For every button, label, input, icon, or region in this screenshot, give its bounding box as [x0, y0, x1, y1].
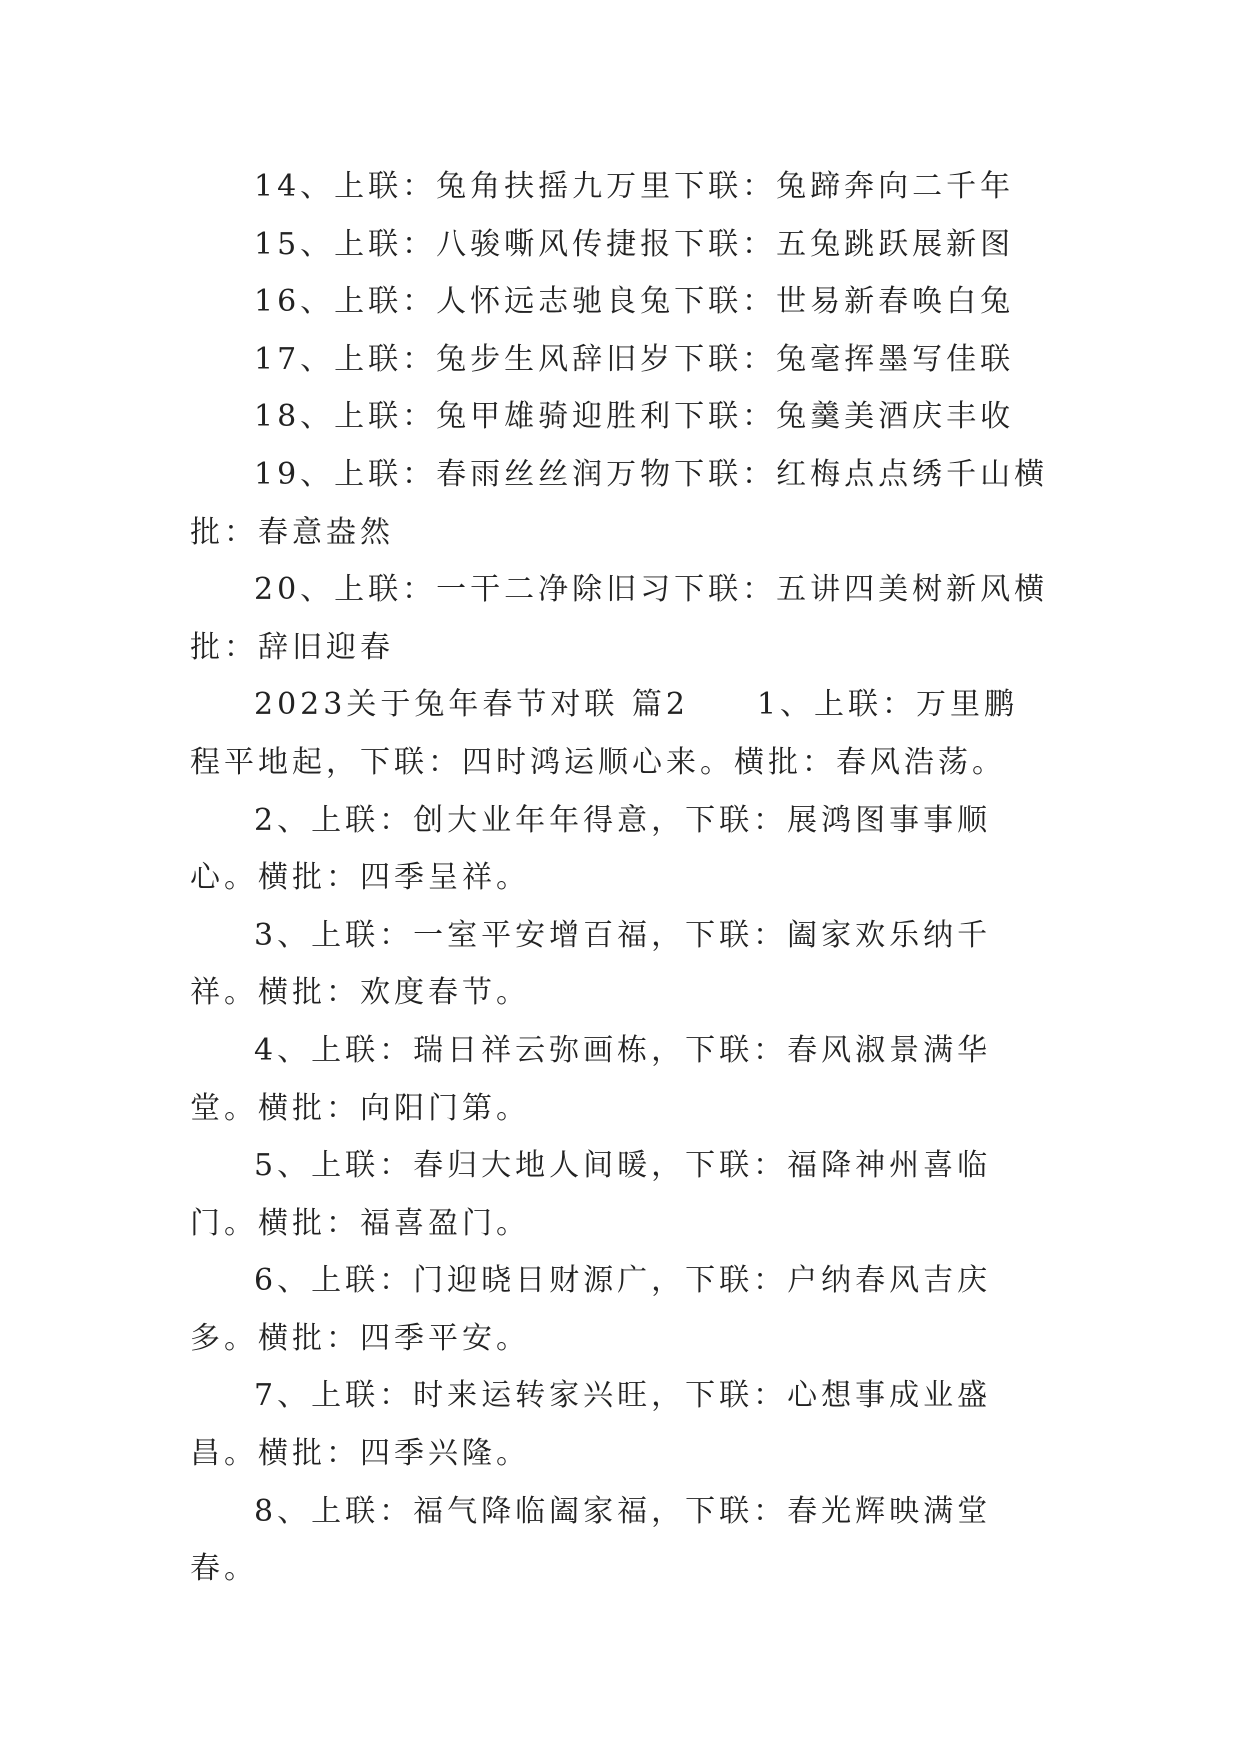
paragraph-couplet-8: 8、上联：福气降临阖家福，下联：春光辉映满堂春。 [190, 1493, 992, 1587]
document-body [190, 158, 1050, 1598]
paragraph-couplet-6: 6、上联：门迎晓日财源广，下联：户纳春风吉庆多。横批：四季平安。 [190, 1263, 992, 1356]
paragraph-couplet-5: 5、上联：春归大地人间暖，下联：福降神州喜临门。横批：福喜盈门。 [190, 1148, 992, 1241]
paragraph-couplet-2: 2、上联：创大业年年得意，下联：展鸿图事事顺心。横批：四季呈祥。 [190, 802, 992, 896]
paragraph-couplet-18: 18、上联：兔甲雄骑迎胜利下联：兔羹美酒庆丰收 [254, 399, 1015, 435]
paragraph-couplet-16: 16、上联：人怀远志驰良兔下联：世易新春唤白兔 [254, 284, 1015, 320]
paragraph-couplet-19: 19、上联：春雨丝丝润万物下联：红梅点点绣千山横批：春意盎然 [190, 456, 1049, 550]
paragraph-couplet-4: 4、上联：瑞日祥云弥画栋，下联：春风淑景满华堂。横批：向阳门第。 [190, 1032, 992, 1126]
paragraph-couplet-17: 17、上联：兔步生风辞旧岁下联：兔毫挥墨写佳联 [254, 341, 1015, 377]
paragraph-couplet-7: 7、上联：时来运转家兴旺，下联：心想事成业盛昌。横批：四季兴隆。 [190, 1378, 992, 1472]
paragraph-couplet-3: 3、上联：一室平安增百福，下联：阖家欢乐纳千祥。横批：欢度春节。 [190, 917, 992, 1011]
paragraph-section-2-start: 2023关于兔年春节对联 篇2 1、上联：万里鹏程平地起，下联：四时鸿运顺心来。横批：春风浩荡。 [190, 687, 1019, 780]
paragraph-couplet-15: 15、上联：八骏嘶风传捷报下联：五兔跳跃展新图 [254, 226, 1015, 262]
paragraph-couplet-20: 20、上联：一干二净除旧习下联：五讲四美树新风横批：辞旧迎春 [190, 572, 1049, 665]
paragraph-couplet-14: 14、上联：兔角扶摇九万里下联：兔蹄奔向二千年 [254, 169, 1015, 204]
